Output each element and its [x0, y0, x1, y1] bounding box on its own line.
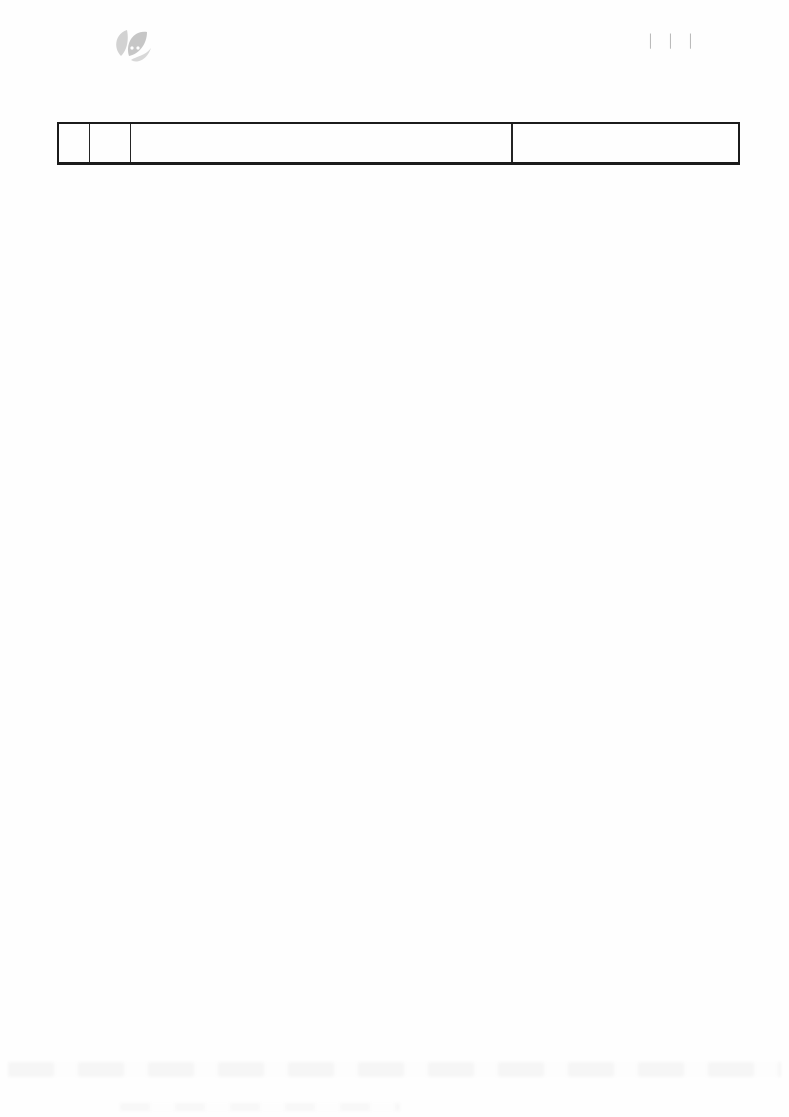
header-eia-ref	[90, 124, 131, 162]
letterhead	[150, 30, 701, 48]
separator: │	[666, 34, 675, 48]
checklist-table	[57, 122, 740, 165]
company-contact	[150, 34, 701, 48]
header-answers	[513, 124, 738, 162]
separator: │	[686, 34, 695, 48]
scan-artifact	[120, 1103, 400, 1111]
header-question	[131, 124, 513, 162]
table-header-row	[59, 124, 738, 163]
header-item-no	[59, 124, 90, 162]
scan-artifact	[8, 1062, 781, 1077]
separator: │	[646, 34, 655, 48]
